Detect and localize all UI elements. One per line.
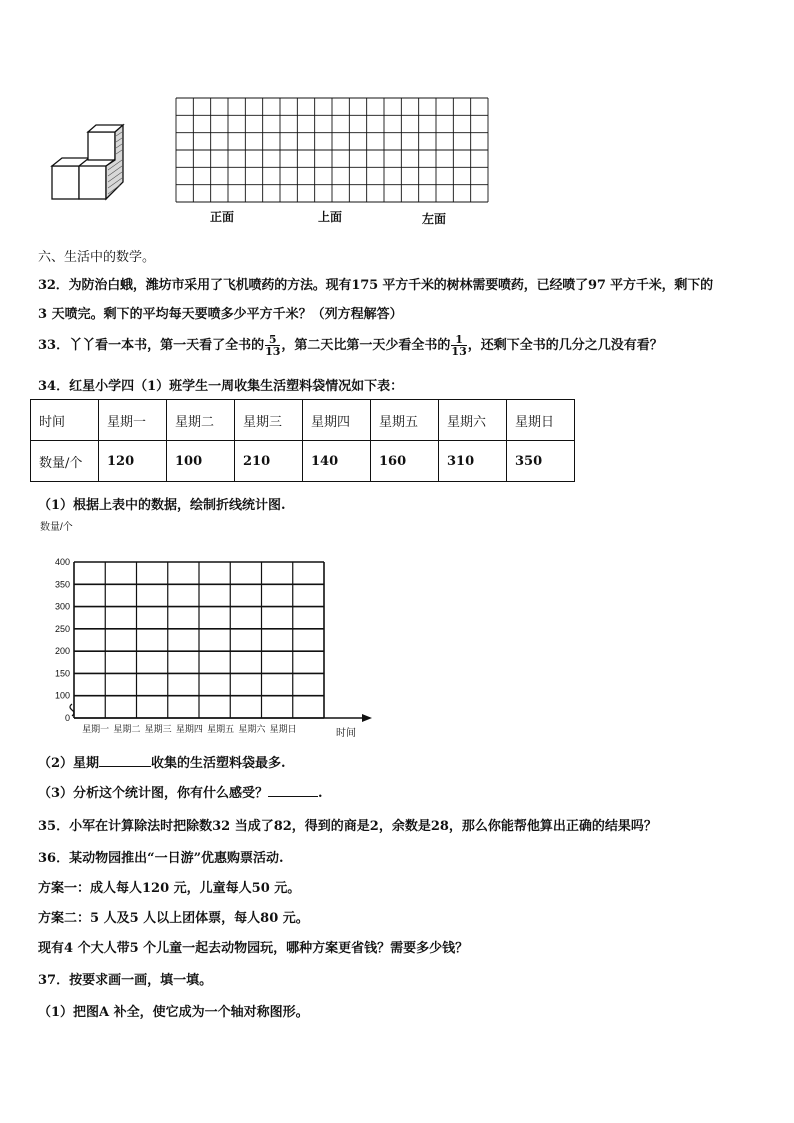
table-value: 350 [507,441,575,482]
table-value-row [31,441,575,482]
question-34-sub1: （1）根据上表中的数据，绘制折线统计图. [38,498,286,513]
table-day: 星期二 [167,400,235,441]
table-day: 星期三 [235,400,303,441]
chart-xtick-label: 星期五 [207,724,235,734]
question-34-intro: 34．红星小学四（1）班学生一周收集生活塑料袋情况如下表： [38,379,404,394]
chart-x-axis-arrow [362,714,372,722]
chart-xtick-label: 星期六 [238,724,266,734]
sub2-before: （2）星期 [38,756,100,771]
q33-part2: ，第二天比第一天少看全书的 [281,338,451,353]
question-37-sub1: （1）把图A 补全，使它成为一个轴对称图形。 [38,1005,309,1020]
section-title: 六、生活中的数学。 [38,250,156,265]
line-chart [36,514,376,740]
sub3-before: （3）分析这个统计图，你有什么感受？ [38,786,269,801]
table-value: 210 [235,441,303,482]
question-34-sub3 [38,782,323,801]
fraction-denominator: 13 [265,345,281,358]
question-33 [38,334,663,357]
question-32-line1: 32．为防治白蛾，潍坊市采用了飞机喷药的方法。现有175 平方千米的树林需要喷药，已经喷了97 平方千米，剩下的 [38,278,713,293]
chart-xtick-label: 星期二 [113,724,141,734]
table-value: 310 [439,441,507,482]
chart-xtick-label: 星期三 [144,724,172,734]
table-day: 星期一 [99,400,167,441]
q33-part1: 33．丫丫看一本书，第一天看了全书的 [38,338,265,353]
chart-xlabel: 时间 [336,728,356,739]
chart-ylabel: 数量/个 [40,522,73,533]
table-value: 120 [99,441,167,482]
plastic-bag-table [30,399,575,482]
view-grid [174,96,490,204]
table-row-label: 数量/个 [31,441,99,482]
chart-xtick-label: 星期日 [269,724,297,734]
chart-ytick-label: 200 [54,646,70,657]
chart-ytick-label: 400 [54,557,70,567]
table-day: 星期四 [303,400,371,441]
sub2-after: 收集的生活塑料袋最多. [151,756,286,771]
chart-xtick-label: 星期四 [175,724,203,734]
front-view-label: 正面 [210,210,235,224]
q33-part3: ，还剩下全书的几分之几没有看？ [467,338,663,353]
table-day: 星期日 [507,400,575,441]
table-value: 160 [371,441,439,482]
question-36-plan2: 方案二：5 人及5 人以上团体票，每人80 元。 [38,911,309,926]
question-32-line2: 3 天喷完。剩下的平均每天要喷多少平方千米？（列方程解答） [38,307,403,322]
fraction-numerator: 1 [451,334,466,346]
fraction-5-13 [265,334,280,357]
chart-ytick-label: 100 [54,690,70,701]
chart-ytick-label: 250 [54,623,70,634]
question-36-plan1: 方案一：成人每人120 元，儿童每人50 元。 [38,881,301,896]
question-34-sub2 [38,752,286,771]
fraction-denominator: 13 [451,345,467,358]
chart-ytick-label: 150 [54,668,70,679]
chart-ytick-label: 300 [54,601,70,612]
question-36-question: 现有4 个大人带5 个儿童一起去动物园玩，哪种方案更省钱？需要多少钱？ [38,941,469,956]
table-header-time: 时间 [31,400,99,441]
answer-blank[interactable] [268,796,318,797]
fraction-1-13 [451,334,466,357]
table-day: 星期五 [371,400,439,441]
answer-blank[interactable] [99,766,151,767]
table-header-row [31,400,575,441]
table-value: 140 [303,441,371,482]
left-view-label: 左面 [422,212,447,226]
chart-ytick-label: 0 [64,713,70,723]
fraction-numerator: 5 [265,334,280,346]
chart-ytick-label: 350 [54,579,70,590]
table-value: 100 [167,441,235,482]
question-36-line1: 36．某动物园推出“一日游”优惠购票活动. [38,851,284,866]
chart-xtick-label: 星期一 [82,724,110,734]
sub3-after: . [318,786,323,801]
question-35: 35．小军在计算除法时把除数32 当成了82，得到的商是2，余数是28，那么你能帮他算出正确的结果吗？ [38,819,657,834]
question-37-line1: 37．按要求画一画，填一填。 [38,973,213,988]
top-view-label: 上面 [318,210,343,224]
cube-figure [50,122,130,202]
table-day: 星期六 [439,400,507,441]
